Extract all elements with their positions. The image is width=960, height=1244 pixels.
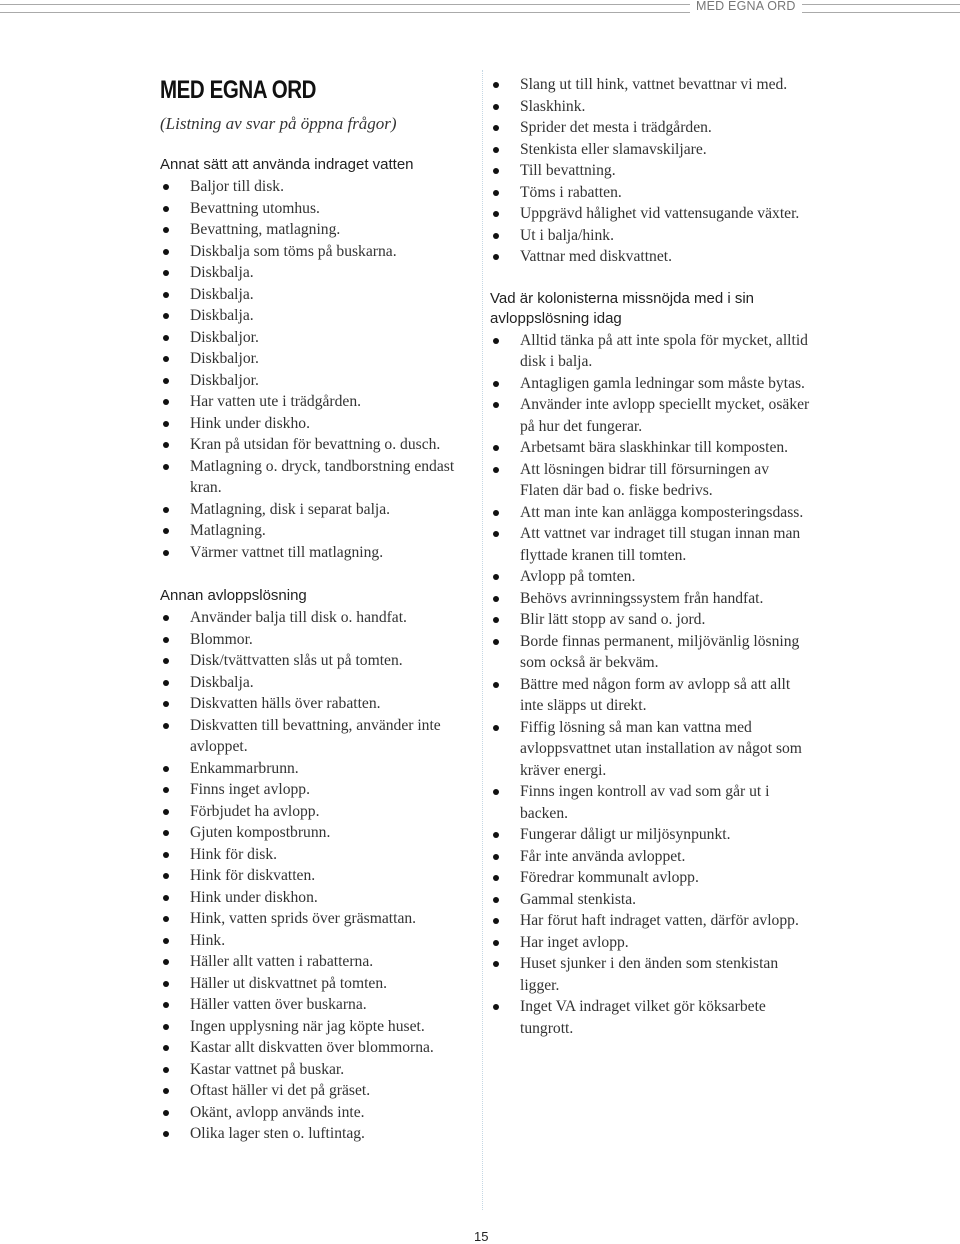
list-item: Behövs avrinningssystem från handfat. — [490, 588, 810, 610]
list-item: Borde finnas permanent, miljövänlig lösning som också är bekväm. — [490, 631, 810, 674]
list-item: Uppgrävd hålighet vid vattensugande växter. — [490, 203, 810, 225]
list-item: Oftast häller vi det på gräset. — [160, 1080, 480, 1102]
other-drainage-list-continued — [490, 74, 810, 268]
list-item: Diskbaljor. — [160, 348, 480, 370]
list-item: Kran på utsidan för bevattning o. dusch. — [160, 434, 480, 456]
list-item: Diskbalja. — [160, 262, 480, 284]
left-column — [160, 153, 480, 1145]
list-item: Hink under diskhon. — [160, 887, 480, 909]
list-item: Kastar vattnet på buskar. — [160, 1059, 480, 1081]
list-item: Kastar allt diskvatten över blommorna. — [160, 1037, 480, 1059]
list-item: Antagligen gamla ledningar som måste bytas. — [490, 373, 810, 395]
list-item: Avlopp på tomten. — [490, 566, 810, 588]
list-item: Gammal stenkista. — [490, 889, 810, 911]
section-heading-water-use: Annat sätt att använda indraget vatten — [160, 156, 414, 173]
list-item: Diskbalja. — [160, 305, 480, 327]
list-item: Ingen upplysning när jag köpte huset. — [160, 1016, 480, 1038]
list-item: Matlagning o. dryck, tandborstning endast kran. — [160, 456, 480, 499]
list-item: Bevattning, matlagning. — [160, 219, 480, 241]
list-item: Hink. — [160, 930, 480, 952]
list-item: Slang ut till hink, vattnet bevattnar vi med. — [490, 74, 810, 96]
list-item: Diskbalja. — [160, 284, 480, 306]
list-item: Får inte använda avloppet. — [490, 846, 810, 868]
list-item: Blommor. — [160, 629, 480, 651]
water-use-list — [160, 176, 480, 563]
list-item: Har förut haft indraget vatten, därför avlopp. — [490, 910, 810, 932]
header-rule-left — [0, 4, 690, 13]
spacer — [490, 268, 810, 289]
list-item: Häller ut diskvattnet på tomten. — [160, 973, 480, 995]
list-item: Hink, vatten sprids över gräsmattan. — [160, 908, 480, 930]
list-item: Matlagning, disk i separat balja. — [160, 499, 480, 521]
list-item: Olika lager sten o. luftintag. — [160, 1123, 480, 1145]
list-item: Hink för disk. — [160, 844, 480, 866]
list-item: Slaskhink. — [490, 96, 810, 118]
list-item: Finns ingen kontroll av vad som går ut i backen. — [490, 781, 810, 824]
list-item: Använder balja till disk o. handfat. — [160, 607, 480, 629]
list-item: Enkammarbrunn. — [160, 758, 480, 780]
list-item: Fungerar dåligt ur miljösynpunkt. — [490, 824, 810, 846]
page-subtitle: (Listning av svar på öppna frågor) — [160, 114, 397, 133]
list-item: Arbetsamt bära slaskhinkar till komposten. — [490, 437, 810, 459]
other-drainage-list — [160, 607, 480, 1145]
list-item: Diskvatten hälls över rabatten. — [160, 693, 480, 715]
list-item: Huset sjunker i den änden som stenkistan ligger. — [490, 953, 810, 996]
list-item: Bättre med någon form av avlopp så att allt inte släpps ut direkt. — [490, 674, 810, 717]
list-item: Matlagning. — [160, 520, 480, 542]
list-item: Hink för diskvatten. — [160, 865, 480, 887]
list-item: Baljor till disk. — [160, 176, 480, 198]
list-item: Att lösningen bidrar till försurningen av Flaten där bad o. fiske bedrivs. — [490, 459, 810, 502]
list-item: Töms i rabatten. — [490, 182, 810, 204]
list-item: Värmer vattnet till matlagning. — [160, 542, 480, 564]
list-item: Till bevattning. — [490, 160, 810, 182]
list-item: Gjuten kompostbrunn. — [160, 822, 480, 844]
running-header-title: MED EGNA ORD — [696, 0, 796, 13]
list-item: Häller vatten över buskarna. — [160, 994, 480, 1016]
list-item: Blir lätt stopp av sand o. jord. — [490, 609, 810, 631]
list-item: Vattnar med diskvattnet. — [490, 246, 810, 268]
list-item: Finns inget avlopp. — [160, 779, 480, 801]
column-divider — [482, 70, 483, 1210]
list-item: Förbjudet ha avlopp. — [160, 801, 480, 823]
list-item: Har vatten ute i trädgården. — [160, 391, 480, 413]
list-item: Diskbaljor. — [160, 370, 480, 392]
list-item: Använder inte avlopp speciellt mycket, osäker på hur det fungerar. — [490, 394, 810, 437]
list-item: Okänt, avlopp används inte. — [160, 1102, 480, 1124]
list-item: Diskbaljor. — [160, 327, 480, 349]
list-item: Att vattnet var indraget till stugan innan man flyttade kranen till tomten. — [490, 523, 810, 566]
page-title: MED EGNA ORD — [160, 76, 317, 104]
list-item: Diskbalja. — [160, 672, 480, 694]
list-item: Sprider det mesta i trädgården. — [490, 117, 810, 139]
list-item: Har inget avlopp. — [490, 932, 810, 954]
section-heading-other-drainage: Annan avloppslösning — [160, 587, 307, 604]
list-item: Diskvatten till bevattning, använder inte avloppet. — [160, 715, 480, 758]
header-rule-right — [802, 4, 960, 13]
spacer — [160, 563, 480, 584]
section-heading-dissatisfaction: Vad är kolonisterna missnöjda med i sin avloppslösning idag — [490, 289, 755, 327]
list-item: Diskbalja som töms på buskarna. — [160, 241, 480, 263]
list-item: Alltid tänka på att inte spola för mycket, alltid disk i balja. — [490, 330, 810, 373]
list-item: Bevattning utomhus. — [160, 198, 480, 220]
page-number: 15 — [474, 1229, 489, 1244]
list-item: Stenkista eller slamavskiljare. — [490, 139, 810, 161]
list-item: Att man inte kan anlägga komposteringsdass. — [490, 502, 810, 524]
list-item: Föredrar kommunalt avlopp. — [490, 867, 810, 889]
right-column — [490, 74, 810, 1039]
list-item: Inget VA indraget vilket gör köksarbete tungrott. — [490, 996, 810, 1039]
list-item: Hink under diskho. — [160, 413, 480, 435]
list-item: Häller allt vatten i rabatterna. — [160, 951, 480, 973]
list-item: Ut i balja/hink. — [490, 225, 810, 247]
list-item: Fiffig lösning så man kan vattna med avloppsvattnet utan installation av något som kräver energi. — [490, 717, 810, 782]
dissatisfaction-list — [490, 330, 810, 1040]
list-item: Disk/tvättvatten slås ut på tomten. — [160, 650, 480, 672]
